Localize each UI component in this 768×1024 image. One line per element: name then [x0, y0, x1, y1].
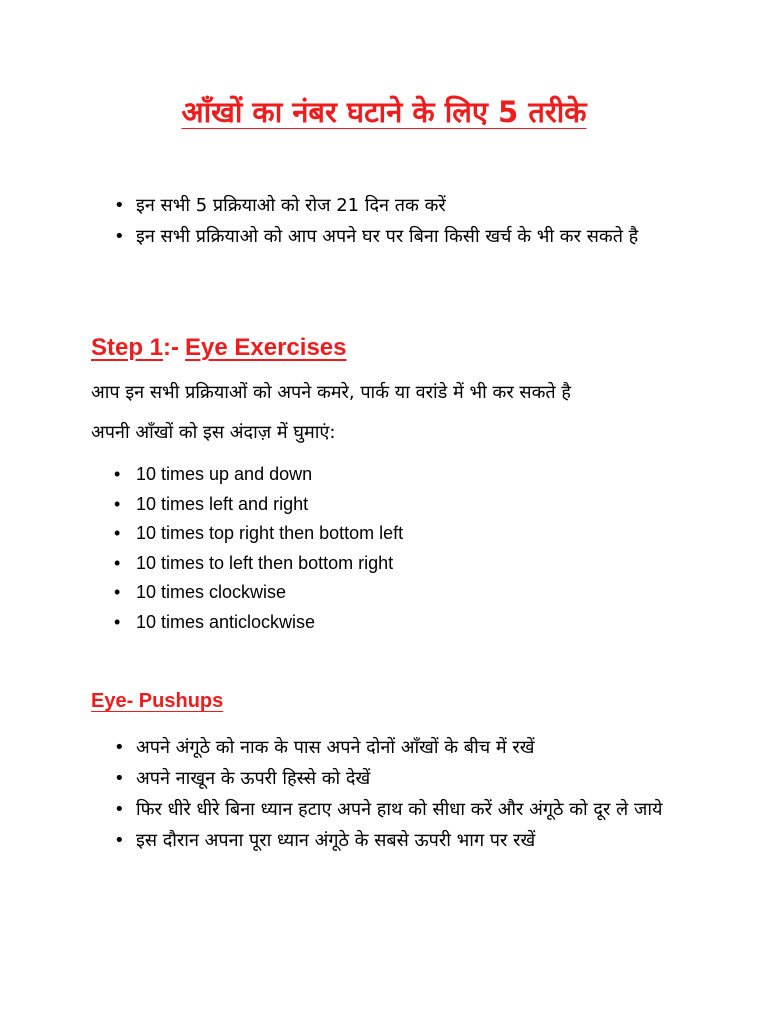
list-item: • इन सभी प्रक्रियाओ को आप अपने घर पर बिना किसी खर्च के भी कर सकते है: [110, 221, 690, 252]
list-item: • 10 times left and right: [110, 490, 610, 520]
eye-pushups-heading: Eye- Pushups: [91, 690, 224, 712]
list-item: • अपने अंगूठे को नाक के पास अपने दोनों आँखों के बीच में रखें: [110, 732, 680, 763]
pushups-list: [110, 732, 680, 856]
page-title: [0, 92, 768, 131]
step-1-heading: [91, 334, 347, 362]
list-item: • 10 times anticlockwise: [110, 608, 610, 638]
intro-list: [110, 190, 690, 252]
list-item: • इन सभी 5 प्रक्रियाओ को रोज 21 दिन तक करें: [110, 190, 690, 221]
exercise-list: [110, 460, 610, 637]
step-1-paragraph-2: अपनी आँखों को इस अंदाज़ में घुमाएं:: [91, 422, 336, 443]
step-1-separator: :-: [163, 334, 180, 361]
list-item: • 10 times to left then bottom right: [110, 549, 610, 579]
step-1-paragraph-1: आप इन सभी प्रक्रियाओं को अपने कमरे, पार्क या वरांडे में भी कर सकते है: [91, 382, 571, 403]
list-item: • फिर धीरे धीरे बिना ध्यान हटाए अपने हाथ को सीधा करें और अंगूठे को दूर ले जाये: [110, 794, 680, 825]
step-1-prefix: Step 1: [91, 334, 164, 361]
list-item: • अपने नाखून के ऊपरी हिस्से को देखें: [110, 763, 680, 794]
list-item: • इस दौरान अपना पूरा ध्यान अंगूठे के सबसे ऊपरी भाग पर रखें: [110, 825, 680, 856]
list-item: • 10 times top right then bottom left: [110, 519, 610, 549]
list-item: • 10 times clockwise: [110, 578, 610, 608]
list-item: • 10 times up and down: [110, 460, 610, 490]
step-1-name: Eye Exercises: [185, 334, 347, 361]
page-title-text: आँखों का नंबर घटाने के लिए 5 तरीके: [181, 95, 587, 129]
